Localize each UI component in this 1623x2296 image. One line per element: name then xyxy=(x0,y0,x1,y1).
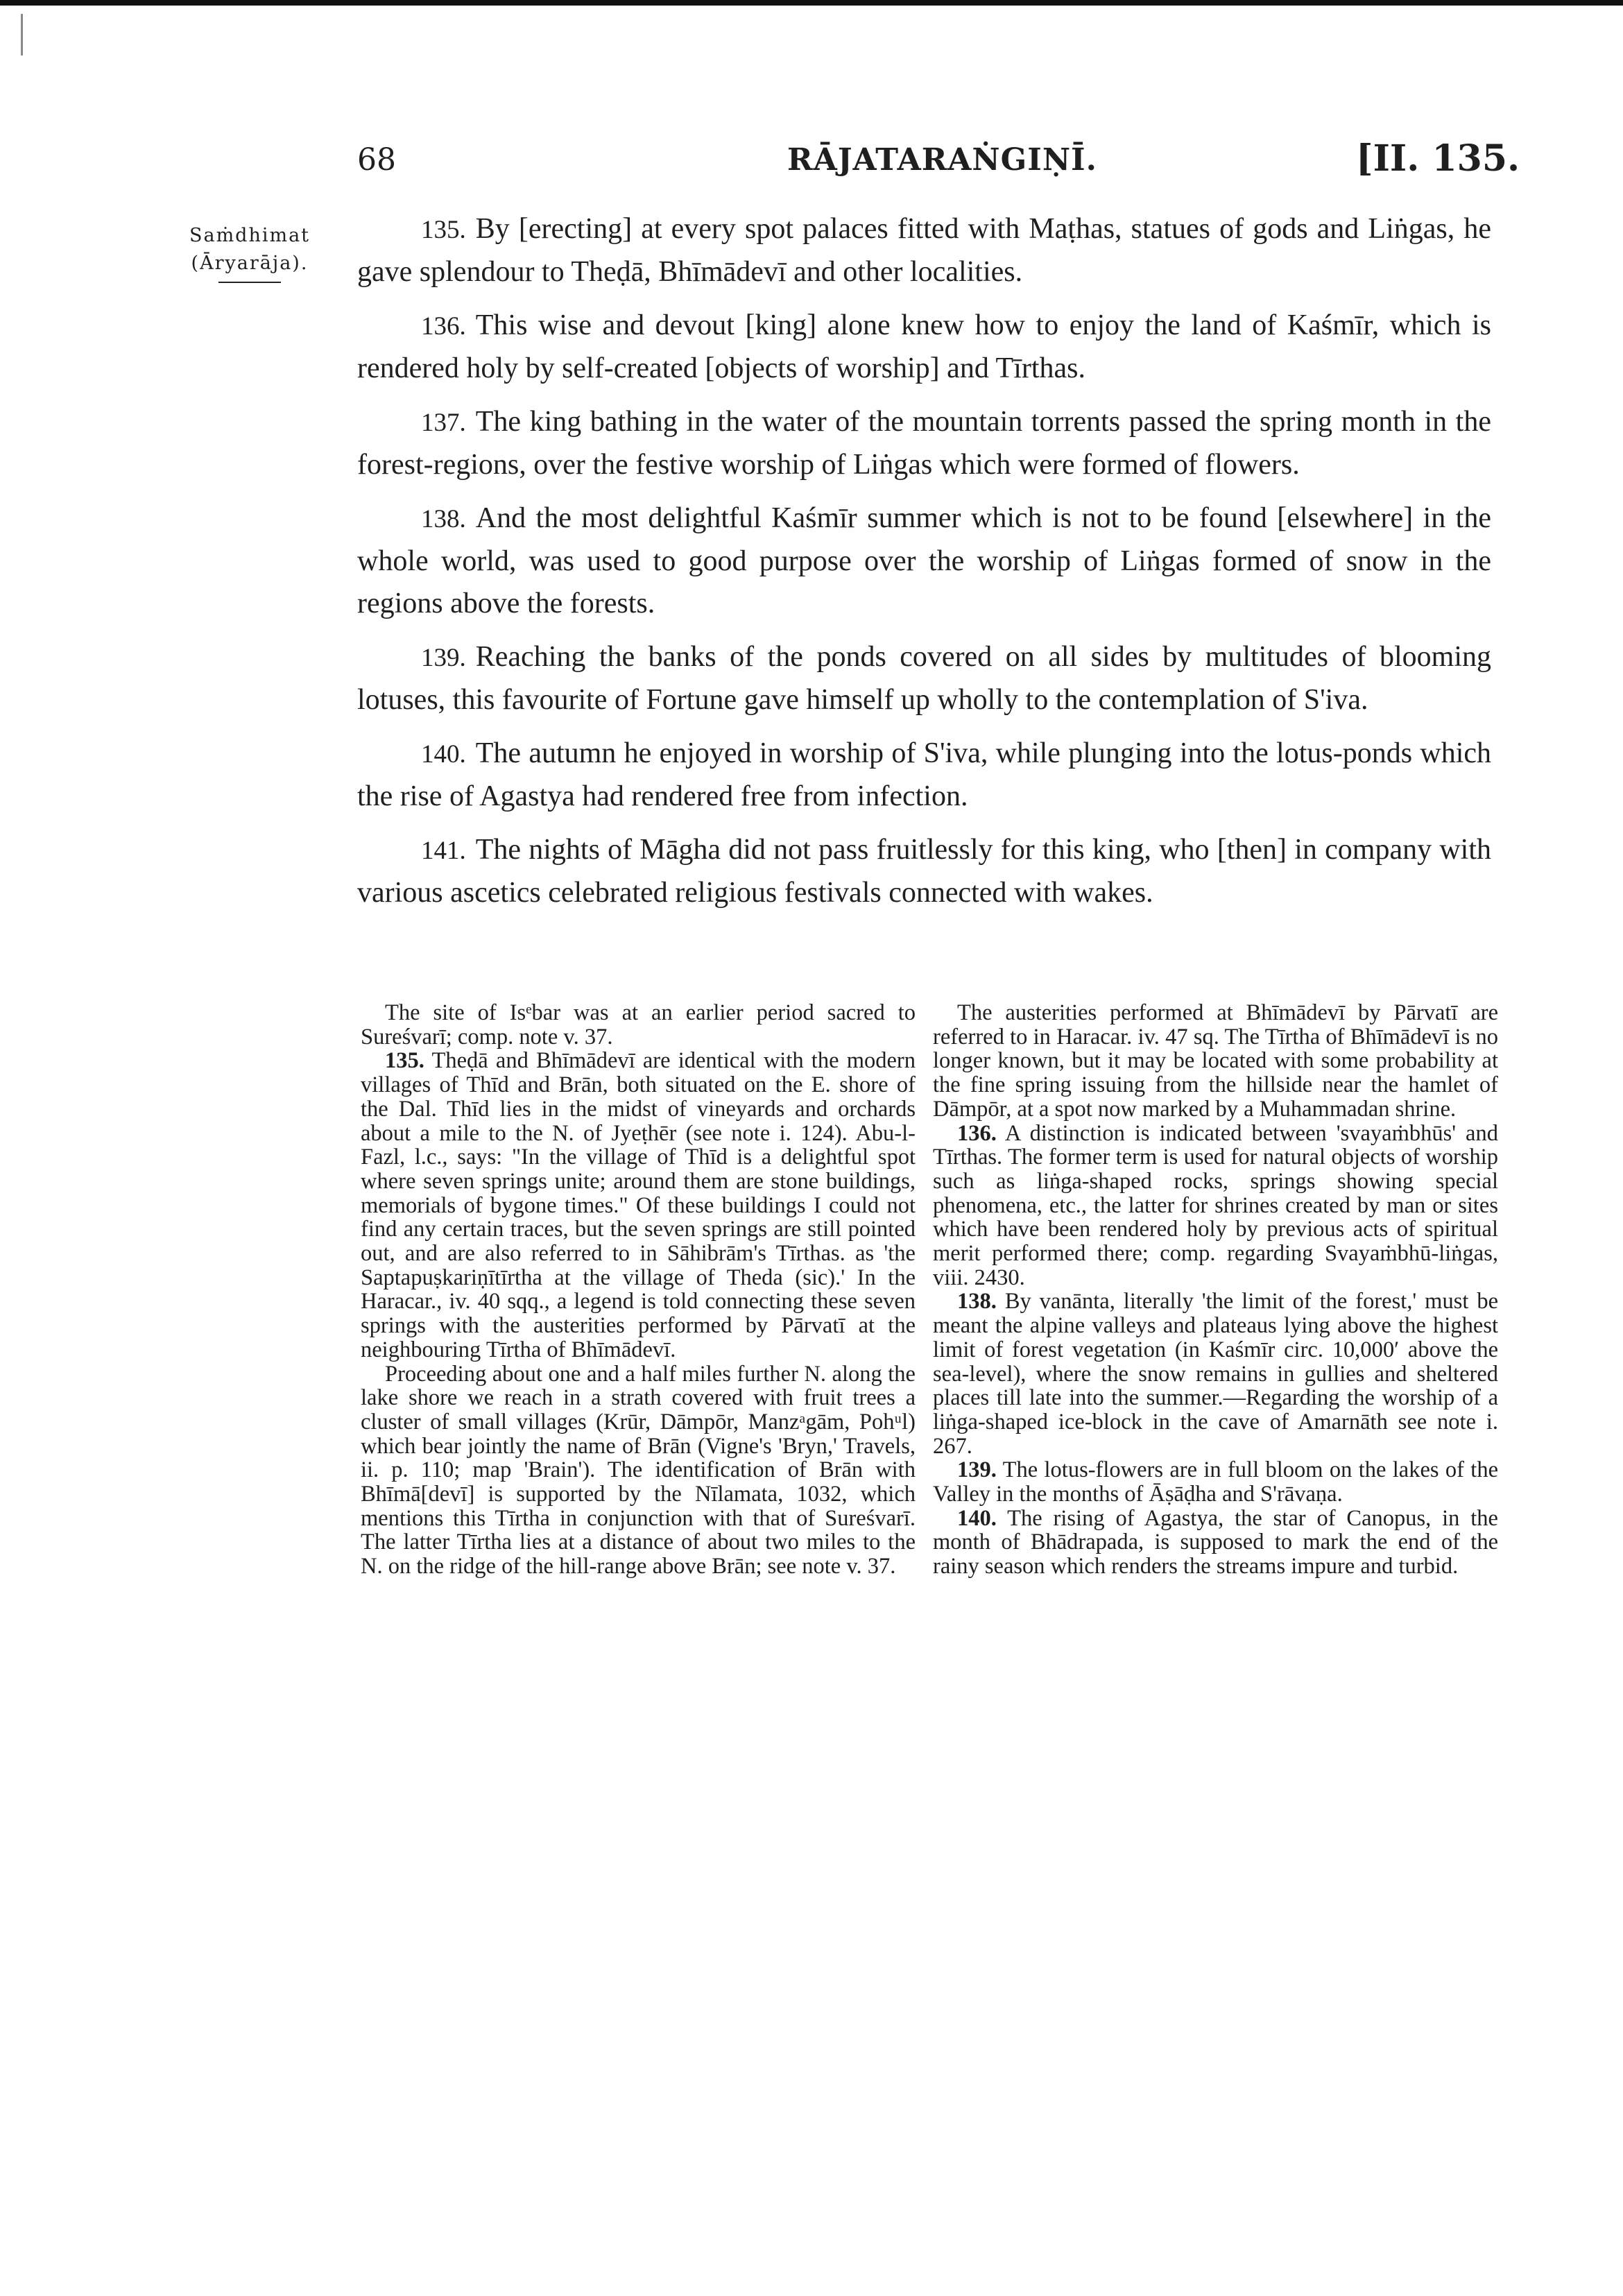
footnote-number: 136. xyxy=(957,1120,997,1146)
verse-number: 139. xyxy=(421,644,466,672)
verse xyxy=(357,636,1491,721)
page-number: 68 xyxy=(357,142,396,178)
verse xyxy=(357,401,1491,486)
verse-text: The nights of Māgha did not pass fruitlessly for this king, who [then] in company with various ascetics celebrated religious festivals connected with wakes. xyxy=(357,834,1491,909)
footnote xyxy=(933,1001,1498,1122)
verse-text: And the most delightful Kaśmīr summer which is not to be found [elsewhere] in the whole world, was used to good purpose over the worship of Liṅgas formed of snow in the regions above the forests. xyxy=(357,502,1491,619)
verse xyxy=(357,305,1491,390)
footnote xyxy=(361,1362,916,1579)
margin-note xyxy=(166,222,333,283)
footnote xyxy=(361,1001,916,1049)
footnote-text: The lotus-flowers are in full bloom on the lakes of the Valley in the months of Āṣāḍha and S'rāvaṇa. xyxy=(933,1457,1498,1507)
margin-note-rule xyxy=(218,282,281,283)
verse-number: 136. xyxy=(421,312,466,341)
footnote-text: The site of Isᵉbar was at an earlier period sacred to Sureśvarī; comp. note v. 37. xyxy=(361,1000,916,1050)
verse xyxy=(357,208,1491,293)
footnote-text: The rising of Agastya, the star of Canopus, in the month of Bhādrapada, is supposed to mark the end of the rainy season which renders the streams impure and turbid. xyxy=(933,1505,1498,1579)
footnote xyxy=(361,1049,916,1362)
main-text xyxy=(357,208,1491,925)
footnote-text: The austerities performed at Bhīmādevī by Pārvatī are referred to in Haracar. iv. 47 sq. The Tīrtha of Bhīmādevī is no longer known, but it may be located with some probability at the fine spring issuing from the hillside near the hamlet of Dāmpōr, at a spot now marked by a Muhammadan shrine. xyxy=(933,1000,1498,1122)
margin-note-name: Saṁdhimat xyxy=(189,225,311,246)
running-title: RĀJATARAṄGIṆĪ. xyxy=(787,142,1097,178)
footnote xyxy=(933,1507,1498,1579)
footnote xyxy=(933,1122,1498,1290)
verse-text: This wise and devout [king] alone knew how to enjoy the land of Kaśmīr, which is rendered holy by self-created [objects of worship] and Tīrthas. xyxy=(357,309,1491,384)
verse-number: 141. xyxy=(421,837,466,865)
verse-number: 138. xyxy=(421,505,466,533)
footnotes-right-column xyxy=(933,1001,1498,1579)
verse-number: 140. xyxy=(421,740,466,769)
footnote-text: A distinction is indicated between 'svayaṁbhūs' and Tīrthas. The former term is used for natural objects of worship such as liṅga-shaped rocks, springs showing special phenomena, etc., the latter for shrines created by man or sites which have been rendered holy by previous acts of spiritual merit performed there; comp. regarding Svayaṁbhū-liṅgas, viii. 2430. xyxy=(933,1120,1498,1290)
margin-note-epithet: (Āryarāja). xyxy=(191,252,309,274)
verse-text: The autumn he enjoyed in worship of S'iva, while plunging into the lotus-ponds which the rise of Agastya had rendered free from infection. xyxy=(357,737,1491,812)
verse-text: The king bathing in the water of the mountain torrents passed the spring month in the forest-regions, over the festive worship of Liṅgas which were formed of flowers. xyxy=(357,406,1491,481)
section-reference: [II. 135. xyxy=(1356,137,1520,180)
footnote-text: By vanānta, literally 'the limit of the forest,' must be meant the alpine valleys and plateaus lying above the highest limit of forest vegetation (in Kaśmīr circ. 10,000′ above the sea-level), where the snow remains in gullies and sheltered places till late into the summer.—Regarding the worship of a liṅga-shaped ice-block in the cave of Amarnāth see note i. 267. xyxy=(933,1289,1498,1459)
footnote-number: 140. xyxy=(957,1505,997,1531)
footnote xyxy=(933,1458,1498,1506)
verse-text: By [erecting] at every spot palaces fitted with Maṭhas, statues of gods and Liṅgas, he gave splendour to Theḍā, Bhīmādevī and other localities. xyxy=(357,213,1491,288)
footnote-number: 138. xyxy=(957,1289,997,1314)
verse xyxy=(357,497,1491,625)
verse-number: 137. xyxy=(421,409,466,437)
footnote-text: Proceeding about one and a half miles further N. along the lake shore we reach in a strath covered with fruit trees a cluster of small villages (Krūr, Dāmpōr, Manzᵃgām, Pohᵘl) which bear jointly the name of Brān (Vigne's 'Bryn,' Travels, ii. p. 110; map 'Brain'). The identification of Brān with Bhīmā[devī] is supported by the Nīlamata, 1032, which mentions this Tīrtha in conjunction with that of Sureśvarī. The latter Tīrtha lies at a distance of about two miles to the N. on the ridge of the hill-range above Brān; see note v. 37. xyxy=(361,1361,916,1579)
footnote-text: Theḍā and Bhīmādevī are identical with the modern villages of Thīd and Brān, both situated on the E. shore of the Dal. Thīd lies in the midst of vineyards and orchards about a mile to the N. of Jyeṭhēr (see note i. 124). Abu-l-Fazl, l.c., says: "In the village of Thīd is a delightful spot where seven springs unite; around them are stone buildings, memorials of bygone times." Of these buildings I could not find any certain traces, but the seven springs are still pointed out, and are also referred to in Sāhibrām's Tīrthas. as 'the Saptapuṣkariṇītīrtha at the village of Theda (sic).' In the Haracar., iv. 40 sqq., a legend is told connecting these seven springs with the austerities performed by Pārvatī at the neighbouring Tīrtha of Bhīmādevī. xyxy=(361,1048,916,1362)
verse-number: 135. xyxy=(421,216,466,244)
verse-text: Reaching the banks of the ponds covered on all sides by multitudes of blooming lotuses, this favourite of Fortune gave himself up wholly to the contemplation of S'iva. xyxy=(357,641,1491,716)
footnote-number: 135. xyxy=(385,1048,424,1074)
footnotes-left-column xyxy=(361,1001,916,1579)
scan-edge-mark xyxy=(21,14,23,55)
page-top-border xyxy=(0,0,1623,6)
verse xyxy=(357,733,1491,818)
footnote-number: 139. xyxy=(957,1457,997,1483)
verse xyxy=(357,829,1491,914)
footnote xyxy=(933,1290,1498,1458)
